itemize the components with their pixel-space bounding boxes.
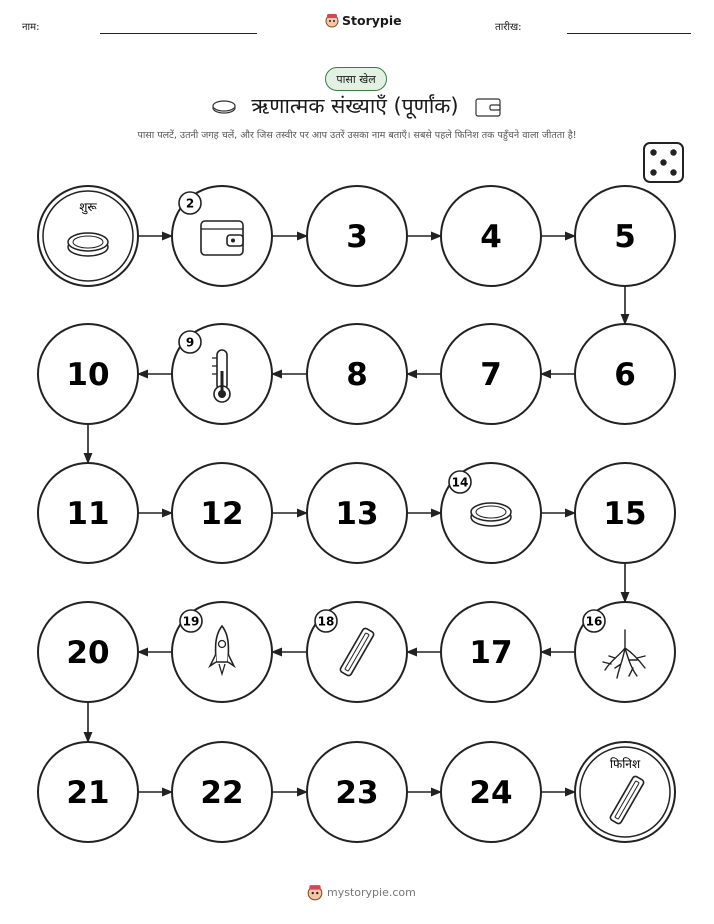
square-number-badge: 16 bbox=[585, 614, 603, 629]
square-number: 6 bbox=[614, 357, 636, 393]
square-number: 21 bbox=[66, 775, 110, 811]
square-number: 11 bbox=[66, 496, 110, 532]
number-square bbox=[172, 742, 272, 842]
number-square bbox=[575, 186, 675, 286]
picture-square bbox=[172, 602, 272, 702]
brand-name: Storypie bbox=[342, 13, 402, 28]
start-label: शुरू bbox=[79, 200, 97, 214]
number-square bbox=[575, 324, 675, 424]
dice-icon bbox=[644, 143, 683, 182]
number-square bbox=[307, 186, 407, 286]
square-number: 22 bbox=[200, 775, 244, 811]
square-number-badge: 9 bbox=[185, 335, 195, 350]
footer bbox=[307, 884, 416, 901]
name-label: नाम: bbox=[22, 22, 40, 33]
square-number: 5 bbox=[614, 219, 636, 255]
picture-square bbox=[172, 186, 272, 286]
number-square bbox=[441, 742, 541, 842]
square-number-badge: 18 bbox=[317, 614, 335, 629]
square-number: 10 bbox=[66, 357, 110, 393]
square-number: 12 bbox=[200, 496, 244, 532]
picture-square bbox=[575, 602, 675, 702]
square-number: 24 bbox=[469, 775, 513, 811]
number-square bbox=[307, 463, 407, 563]
square-number: 23 bbox=[335, 775, 379, 811]
square-number: 8 bbox=[346, 357, 368, 393]
number-square bbox=[441, 602, 541, 702]
start-square bbox=[38, 186, 138, 286]
storypie-mascot-icon bbox=[307, 884, 323, 901]
square-number: 15 bbox=[603, 496, 647, 532]
instructions: पासा पलटें, उतनी जगह चलें, और जिस तस्वीर पर आप उतरें उसका नाम बताएँ। सबसे पहले फिनिश तक पहुँचने वाला जीतता है! bbox=[137, 130, 577, 141]
number-square bbox=[441, 324, 541, 424]
square-number: 4 bbox=[480, 219, 502, 255]
wallet-icon bbox=[201, 221, 243, 255]
square-number: 17 bbox=[469, 635, 513, 671]
square-number-badge: 2 bbox=[185, 196, 195, 211]
picture-square bbox=[307, 602, 407, 702]
square-number-badge: 14 bbox=[451, 475, 469, 490]
number-square bbox=[307, 324, 407, 424]
game-badge: पासा खेल bbox=[325, 67, 387, 91]
number-square bbox=[172, 463, 272, 563]
square-number: 13 bbox=[335, 496, 379, 532]
date-label: तारीख: bbox=[495, 22, 522, 33]
number-square bbox=[575, 463, 675, 563]
square-number: 20 bbox=[66, 635, 110, 671]
square-number-badge: 19 bbox=[182, 614, 200, 629]
square-number: 3 bbox=[346, 219, 368, 255]
number-square bbox=[38, 324, 138, 424]
number-square bbox=[38, 463, 138, 563]
square-number: 7 bbox=[480, 357, 502, 393]
number-square bbox=[441, 186, 541, 286]
finish-square bbox=[575, 742, 675, 842]
footer-url: mystorypie.com bbox=[327, 886, 416, 899]
picture-square bbox=[441, 463, 541, 563]
number-square bbox=[307, 742, 407, 842]
number-square bbox=[38, 742, 138, 842]
coin-icon bbox=[68, 233, 108, 256]
picture-square bbox=[172, 324, 272, 424]
finish-label: फिनिश bbox=[609, 757, 641, 771]
coin-icon bbox=[471, 503, 511, 526]
number-square bbox=[38, 602, 138, 702]
title-text: ऋणात्मक संख्याएँ (पूर्णांक) bbox=[251, 94, 459, 118]
